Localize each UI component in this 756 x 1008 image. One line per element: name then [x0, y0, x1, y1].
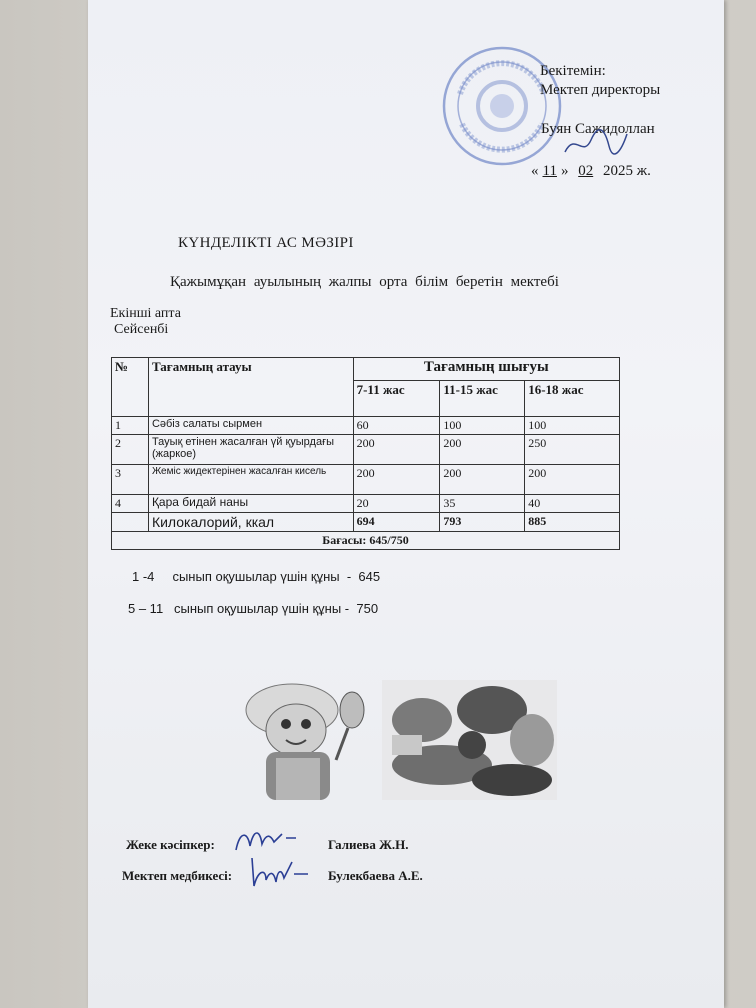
nurse-signature-icon: [244, 852, 314, 892]
portion-value: 200: [353, 435, 440, 465]
price-note-1-4: 1 -4 сынып оқушылар үшін құны - 645: [132, 569, 381, 584]
row-number: 1: [112, 417, 149, 435]
price-note-5-11: 5 – 11 сынып оқушылар үшін құны - 750: [128, 601, 379, 616]
approval-line3: Буян Сажидоллан: [541, 121, 655, 137]
page-title: КҮНДЕЛІКТІ АС МӘЗІРІ: [178, 235, 354, 251]
portion-value: 100: [525, 417, 620, 435]
col-number-header: №: [112, 358, 149, 417]
table-row: [112, 495, 620, 513]
portion-value: 40: [525, 495, 620, 513]
dish-name: Тауық етінен жасалған үй қуырдағы (жаркое): [148, 435, 353, 465]
kcal-value: 694: [353, 513, 440, 532]
portion-value: 35: [440, 495, 525, 513]
portion-value: 60: [353, 417, 440, 435]
dish-name: Сәбіз салаты сырмен: [148, 417, 353, 435]
portion-value: 20: [353, 495, 440, 513]
entrepreneur-name: Галиева Ж.Н.: [328, 837, 409, 852]
row-number: 4: [112, 495, 149, 513]
kcal-value: 793: [440, 513, 525, 532]
menu-table: [111, 357, 620, 550]
price-text: Бағасы: 645/750: [112, 532, 620, 550]
col-output-header: Тағамның шығуы: [353, 358, 619, 381]
director-signature-icon: [561, 122, 631, 162]
age-group-header: 7-11 жас: [353, 381, 440, 417]
table-row: [112, 435, 620, 465]
portion-value: 200: [353, 465, 440, 495]
age-group-header: 11-15 жас: [440, 381, 525, 417]
table-row: [112, 465, 620, 495]
col-dish-header: Тағамның атауы: [148, 358, 353, 417]
row-number: 3: [112, 465, 149, 495]
entrepreneur-label: Жеке кәсіпкер:: [126, 837, 215, 852]
approval-line1: Бекітемін:: [540, 63, 606, 79]
approval-date-day: 11: [542, 163, 557, 179]
approval-date-month: 02: [578, 163, 594, 179]
row-number: 2: [112, 435, 149, 465]
kcal-row: [112, 513, 620, 532]
week-label: Екінші апта: [110, 306, 181, 321]
kcal-label: Килокалорий, ккал: [148, 513, 353, 532]
dish-name: Қара бидай наны: [148, 495, 353, 513]
nurse-name: Булекбаева А.Е.: [328, 868, 423, 883]
table-row: [112, 417, 620, 435]
age-group-header: 16-18 жас: [525, 381, 620, 417]
food-photo-image: [382, 680, 557, 800]
school-name: Қажымұқан ауылының жалпы орта білім беретін мектебі: [170, 274, 559, 290]
portion-value: 200: [525, 465, 620, 495]
cartoon-chef-image: [236, 680, 376, 805]
day-label: Сейсенбі: [114, 322, 169, 337]
portion-value: 250: [525, 435, 620, 465]
dish-name: Жеміс жидектерінен жасалған кисель: [148, 465, 353, 495]
portion-value: 100: [440, 417, 525, 435]
portion-value: 200: [440, 465, 525, 495]
portion-value: 200: [440, 435, 525, 465]
approval-date-year: 2025 ж.: [602, 163, 651, 179]
kcal-value: 885: [525, 513, 620, 532]
nurse-label: Мектеп медбикесі:: [122, 868, 233, 883]
approval-date: « 11 » 02 2025 ж.: [531, 163, 651, 179]
price-row: [112, 532, 620, 550]
approval-line2: Мектеп директоры: [540, 82, 661, 98]
